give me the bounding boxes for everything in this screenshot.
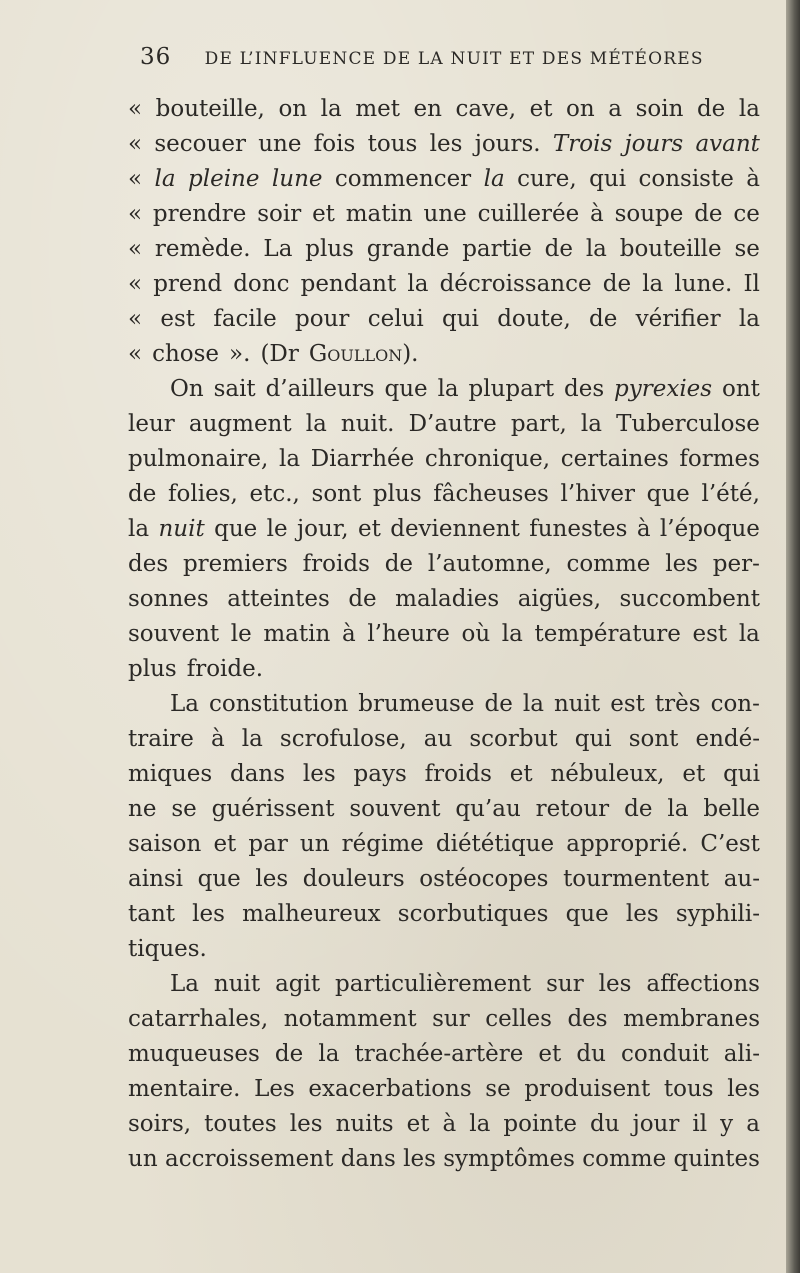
text-line: [128, 127, 760, 162]
word: C’est: [700, 831, 760, 857]
word: pyrexies: [614, 376, 713, 402]
word: jours: [624, 131, 684, 157]
word: fois: [313, 131, 356, 157]
word: l’été,: [701, 481, 760, 507]
word: et: [529, 96, 553, 122]
word: des: [564, 376, 605, 402]
word: ont: [722, 376, 760, 402]
word: nuit: [213, 971, 261, 997]
text-line: [128, 757, 760, 792]
word: décroissance: [439, 271, 592, 297]
word: «: [128, 96, 143, 122]
word: dans: [340, 1146, 396, 1172]
word: et: [682, 761, 706, 787]
word: la: [437, 376, 459, 402]
word: traire: [128, 726, 194, 752]
word: chronique,: [424, 446, 551, 472]
word: que: [646, 481, 690, 507]
text-line: [128, 302, 760, 337]
word: plus: [305, 236, 354, 262]
text-line: [128, 617, 760, 652]
word: remède.: [154, 236, 251, 262]
word: froids: [424, 761, 492, 787]
word: la: [738, 306, 760, 332]
word: un: [128, 1146, 158, 1172]
word: con-: [710, 691, 760, 717]
word: «: [128, 341, 143, 367]
word: diététique: [435, 831, 555, 857]
word: par: [248, 831, 288, 857]
word: soirs,: [128, 1111, 192, 1137]
word: cure,: [517, 166, 577, 192]
word: le: [230, 621, 252, 647]
text-line: [128, 932, 760, 967]
word: secouer: [154, 131, 246, 157]
word: sont: [311, 481, 362, 507]
word: un: [299, 831, 330, 857]
word: à: [590, 201, 604, 227]
word: nuit: [158, 516, 205, 542]
text-line: [128, 372, 760, 407]
text-line: [128, 92, 760, 127]
text-line: [128, 862, 760, 897]
word: per-: [712, 551, 760, 577]
page-header: [140, 44, 760, 78]
word: pendant: [300, 271, 397, 297]
text-line: [128, 477, 760, 512]
word: celles: [485, 1006, 552, 1032]
word: On: [170, 376, 204, 402]
word: produisent: [524, 1076, 651, 1102]
word: folies,: [168, 481, 238, 507]
word: scorbutiques: [397, 901, 549, 927]
word: la: [469, 1111, 491, 1137]
word: soupe: [614, 201, 684, 227]
word: symptômes: [443, 1146, 575, 1172]
word: conduit: [621, 1041, 709, 1067]
word: pulmonaire,: [128, 446, 269, 472]
word: des: [567, 1006, 608, 1032]
word: les: [665, 551, 698, 577]
word: la: [320, 96, 342, 122]
word: la: [279, 446, 301, 472]
word: et: [213, 831, 237, 857]
word: bouteille,: [155, 96, 265, 122]
word: il: [692, 1111, 708, 1137]
word: la: [667, 796, 689, 822]
word: la: [738, 621, 760, 647]
word: endé-: [695, 726, 760, 752]
word: une: [423, 201, 467, 227]
word: a: [746, 1111, 760, 1137]
word: leur: [128, 411, 175, 437]
word: les: [598, 971, 632, 997]
word: la: [580, 411, 602, 437]
text-line: [128, 512, 760, 547]
word: est: [160, 306, 196, 332]
word: part,: [510, 411, 567, 437]
word: ali-: [723, 1041, 760, 1067]
word: constitution: [209, 691, 349, 717]
word: une: [258, 131, 302, 157]
word: certaines: [560, 446, 669, 472]
word: atteintes: [227, 586, 330, 612]
word: que: [384, 376, 428, 402]
text-line: [128, 1037, 760, 1072]
word: tous: [367, 131, 418, 157]
word: cave,: [455, 96, 517, 122]
word: Il: [743, 271, 760, 297]
word: de: [602, 271, 632, 297]
word: on: [566, 96, 595, 122]
word: met: [355, 96, 400, 122]
word: dans: [229, 761, 286, 787]
word: les: [625, 901, 659, 927]
word: doute,: [497, 306, 571, 332]
word: a: [608, 96, 622, 122]
word: affections: [646, 971, 760, 997]
word: «: [128, 271, 143, 297]
text-line: [128, 197, 760, 232]
word: bouteille: [619, 236, 722, 262]
word: ».: [229, 341, 251, 367]
word: les: [302, 761, 336, 787]
word: matin: [263, 621, 331, 647]
word: grande: [366, 236, 450, 262]
word: «: [128, 201, 143, 227]
word: se: [734, 236, 760, 262]
word: succombent: [619, 586, 760, 612]
word: La: [263, 236, 293, 262]
word: la: [128, 516, 150, 542]
word: la: [483, 166, 505, 192]
page-edge-shadow: [786, 0, 800, 1273]
text-line: [128, 1107, 760, 1142]
running-title: DE L’INFLUENCE DE LA NUIT ET DES MÉTÉORES: [204, 49, 704, 69]
word: augment: [188, 411, 292, 437]
word: y: [720, 1111, 734, 1137]
word: La: [170, 971, 199, 997]
word: nébuleux,: [550, 761, 665, 787]
word: plupart: [468, 376, 555, 402]
word: muqueuses: [128, 1041, 260, 1067]
word: funestes: [529, 516, 628, 542]
word: jour,: [297, 516, 349, 542]
word: la: [642, 271, 664, 297]
word: souvent: [128, 621, 220, 647]
word: la: [318, 1041, 340, 1067]
word: que: [197, 866, 241, 892]
word: la: [241, 726, 263, 752]
text-line: [128, 967, 760, 1002]
word: qui: [589, 166, 627, 192]
word: prend: [153, 271, 223, 297]
word: deviennent: [390, 516, 520, 542]
word: jour: [632, 1111, 680, 1137]
word: de: [624, 796, 653, 822]
word: malheureux: [242, 901, 381, 927]
word: formes: [679, 446, 760, 472]
word: D’autre: [408, 411, 497, 437]
word: pleine: [188, 166, 260, 192]
word: l’automne,: [427, 551, 552, 577]
word: au: [423, 726, 453, 752]
text-line: [128, 162, 760, 197]
word: qui: [723, 761, 760, 787]
word: catarrhales,: [128, 1006, 269, 1032]
word: soin: [635, 96, 684, 122]
word: froids: [302, 551, 370, 577]
word: les: [429, 131, 463, 157]
word: on: [278, 96, 308, 122]
word: froide.: [186, 656, 264, 682]
word: chose: [152, 341, 220, 367]
word: plus: [128, 656, 177, 682]
word: (Dr: [260, 341, 299, 367]
word: sur: [546, 971, 584, 997]
word: à: [636, 516, 651, 542]
word: cuillerée: [477, 201, 580, 227]
text-line: [128, 1072, 760, 1107]
word: la: [738, 96, 760, 122]
word: à: [442, 1111, 457, 1137]
text-line: [128, 232, 760, 267]
word: au-: [723, 866, 760, 892]
word: du: [576, 1041, 606, 1067]
word: donc: [233, 271, 290, 297]
word: régime: [341, 831, 424, 857]
word: miques: [128, 761, 213, 787]
word: aigües,: [517, 586, 602, 612]
text-line: [128, 1002, 760, 1037]
word: partie: [462, 236, 532, 262]
word: retour: [535, 796, 610, 822]
word: l’hiver: [560, 481, 635, 507]
word: trachée-artère: [354, 1041, 524, 1067]
word: l’heure: [367, 621, 450, 647]
word: et: [538, 1041, 562, 1067]
word: avant: [695, 131, 760, 157]
word: guérissent: [211, 796, 335, 822]
word: Diarrhée: [310, 446, 415, 472]
word: de: [694, 201, 723, 227]
word: les: [255, 866, 289, 892]
word: facile: [213, 306, 277, 332]
word: belle: [703, 796, 760, 822]
word: et: [357, 516, 381, 542]
text-line: [128, 582, 760, 617]
word: sur: [432, 1006, 470, 1032]
word: matin: [345, 201, 413, 227]
word: etc.,: [249, 481, 300, 507]
word: la: [305, 411, 327, 437]
body-text: [128, 92, 760, 1177]
word: tous: [663, 1076, 714, 1102]
word: lune.: [674, 271, 733, 297]
text-line: [128, 687, 760, 722]
text-line: [128, 407, 760, 442]
word: ce: [733, 201, 760, 227]
word: Trois: [552, 131, 613, 157]
word: Goullon).: [308, 341, 419, 367]
word: «: [128, 306, 143, 332]
word: très: [654, 691, 701, 717]
word: les: [727, 1076, 760, 1102]
text-line: [128, 1142, 760, 1177]
word: «: [128, 236, 143, 262]
word: ne: [128, 796, 157, 822]
word: qui: [442, 306, 479, 332]
word: Tuberculose: [616, 411, 760, 437]
word: jours.: [474, 131, 541, 157]
word: premiers: [182, 551, 288, 577]
word: scrofulose,: [279, 726, 407, 752]
word: et: [312, 201, 335, 227]
word: membranes: [623, 1006, 760, 1032]
word: tant: [128, 901, 176, 927]
word: se: [485, 1076, 511, 1102]
word: se: [171, 796, 197, 822]
word: la: [407, 271, 429, 297]
word: est: [692, 621, 728, 647]
word: les: [192, 901, 225, 927]
word: le: [266, 516, 288, 542]
word: douleurs: [302, 866, 405, 892]
word: approprié.: [566, 831, 689, 857]
word: les: [289, 1111, 323, 1137]
word: comme: [582, 1146, 667, 1172]
word: température: [534, 621, 681, 647]
word: «: [128, 166, 143, 192]
word: souvent: [349, 796, 441, 822]
word: les: [403, 1146, 436, 1172]
word: soir: [257, 201, 302, 227]
word: d’ailleurs: [265, 376, 375, 402]
word: ainsi: [128, 866, 184, 892]
word: maladies: [395, 586, 500, 612]
word: où: [461, 621, 491, 647]
word: que: [565, 901, 609, 927]
word: scorbut: [469, 726, 558, 752]
word: de: [484, 691, 513, 717]
word: qui: [574, 726, 612, 752]
word: notamment: [283, 1006, 417, 1032]
word: sait: [213, 376, 256, 402]
word: pays: [353, 761, 407, 787]
text-line: [128, 337, 760, 372]
word: comme: [566, 551, 651, 577]
word: tourmentent: [563, 866, 710, 892]
word: fâcheuses: [433, 481, 549, 507]
word: particulièrement: [335, 971, 532, 997]
text-line: [128, 722, 760, 757]
word: nuit.: [340, 411, 395, 437]
word: La: [170, 691, 199, 717]
word: commencer: [334, 166, 472, 192]
word: pointe: [503, 1111, 577, 1137]
word: de: [274, 1041, 304, 1067]
word: syphili-: [675, 901, 760, 927]
word: agit: [275, 971, 321, 997]
page-number: 36: [140, 44, 172, 70]
word: saison: [128, 831, 202, 857]
word: nuit: [553, 691, 601, 717]
word: et: [406, 1111, 430, 1137]
word: et: [509, 761, 533, 787]
word: celui: [367, 306, 424, 332]
word: sonnes: [128, 586, 209, 612]
word: tiques.: [128, 936, 207, 962]
word: l’époque: [659, 516, 760, 542]
word: plus: [372, 481, 422, 507]
word: toutes: [204, 1111, 277, 1137]
word: à: [746, 166, 760, 192]
word: la: [585, 236, 607, 262]
text-line: [128, 267, 760, 302]
word: de: [589, 306, 618, 332]
text-line: [128, 442, 760, 477]
word: à: [210, 726, 225, 752]
word: brumeuse: [358, 691, 475, 717]
word: de: [348, 586, 377, 612]
word: mentaire.: [128, 1076, 241, 1102]
text-line: [128, 652, 760, 687]
word: la: [154, 166, 176, 192]
word: consiste: [638, 166, 734, 192]
word: est: [610, 691, 645, 717]
word: de: [384, 551, 414, 577]
word: ostéocopes: [419, 866, 549, 892]
word: de: [544, 236, 573, 262]
word: la: [522, 691, 544, 717]
word: de: [696, 96, 726, 122]
word: nuits: [335, 1111, 394, 1137]
word: la: [501, 621, 523, 647]
word: vérifier: [635, 306, 721, 332]
word: de: [128, 481, 157, 507]
word: «: [128, 131, 143, 157]
word: des: [128, 551, 169, 577]
word: quintes: [673, 1146, 760, 1172]
word: accroissement: [164, 1146, 334, 1172]
word: du: [590, 1111, 620, 1137]
word: qu’au: [455, 796, 521, 822]
word: exacerbations: [308, 1076, 472, 1102]
word: à: [341, 621, 356, 647]
word: sont: [628, 726, 679, 752]
word: Les: [254, 1076, 295, 1102]
text-line: [128, 897, 760, 932]
word: lune: [271, 166, 323, 192]
word: que: [214, 516, 258, 542]
text-line: [128, 547, 760, 582]
word: prendre: [152, 201, 247, 227]
text-line: [128, 827, 760, 862]
word: en: [413, 96, 442, 122]
text-line: [128, 792, 760, 827]
word: pour: [295, 306, 350, 332]
